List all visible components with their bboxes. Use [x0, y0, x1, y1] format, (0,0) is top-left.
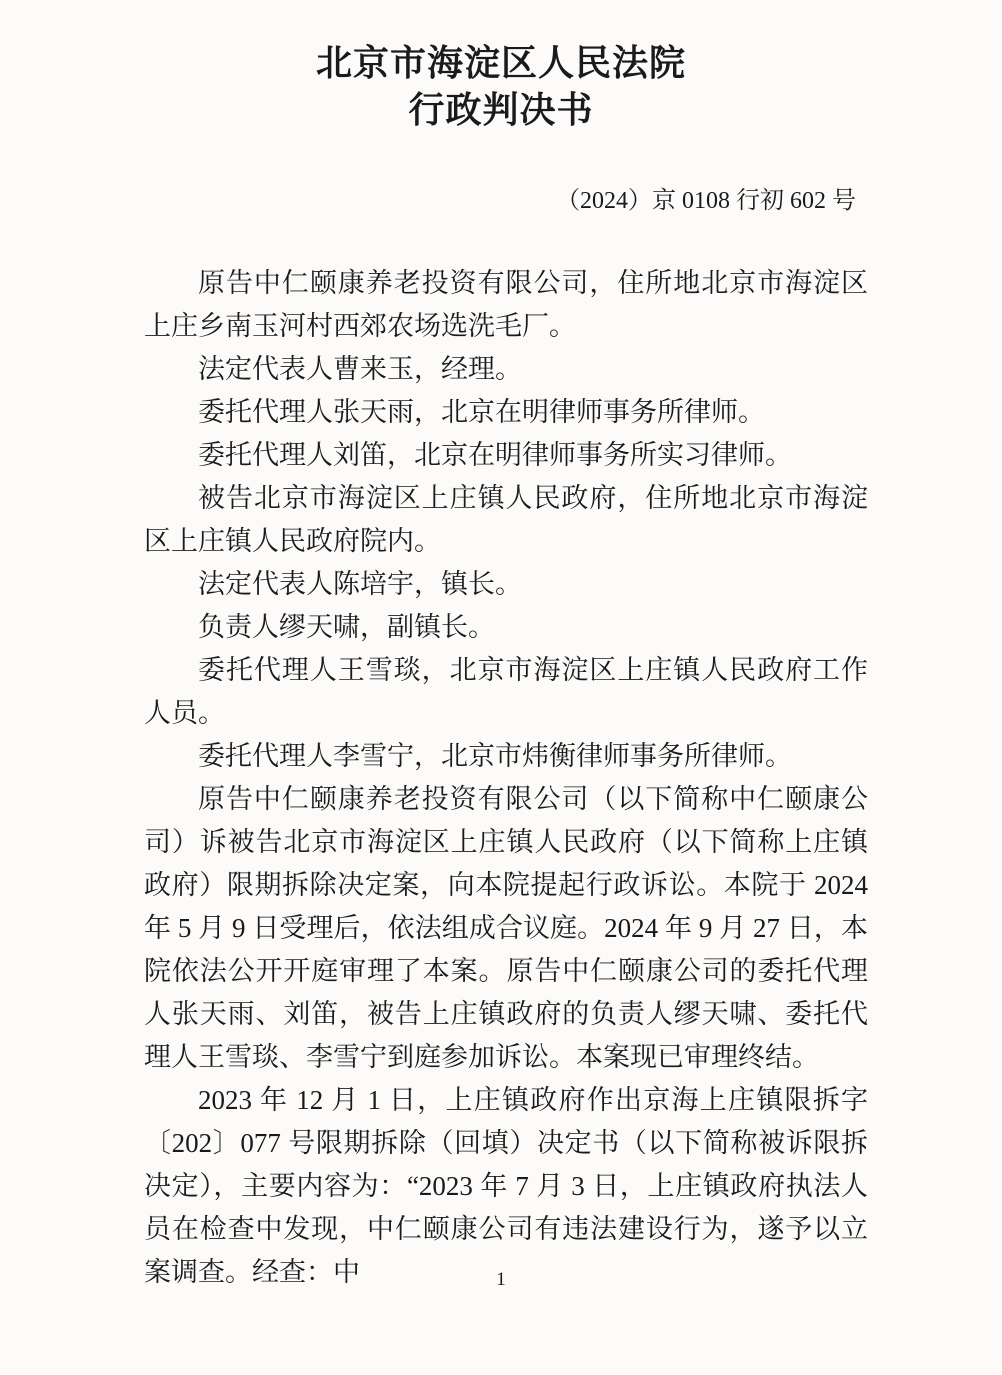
- document-title: 行政判决书: [408, 89, 594, 130]
- court-name: 北京市海淀区人民法院: [315, 43, 686, 83]
- paragraph-legal-representative-plaintiff: 法定代表人曹来玉，经理。: [198, 353, 522, 384]
- paragraph-responsible-person: 负责人缪天啸，副镇长。: [198, 611, 495, 642]
- paragraph-case-summary: 原告中仁颐康养老投资有限公司（以下简称中仁颐康公司）诉被告北京市海淀区上庄镇人民政府（以下简称上庄镇政府）限期拆除决定案，向本院提起行政诉讼。本院于 2024 年 5 月 9 日受理后，依法组成合议庭。2024 年 9 月 27 日，本院依法公开开庭审理了本案。原告中仁颐康公司的委托代理人张天雨、刘笛，被告上庄镇政府的负责人缪天啸、委托代理人王雪琰、李雪宁到庭参加诉讼。本案现已审理终结。: [144, 783, 868, 1072]
- document-header: [0, 0, 1002, 134]
- paragraph-plaintiff: 原告中仁颐康养老投资有限公司，住所地北京市海淀区上庄乡南玉河村西郊农场选洗毛厂。: [144, 267, 868, 341]
- paragraph-agent-3: 委托代理人王雪琰，北京市海淀区上庄镇人民政府工作人员。: [144, 654, 868, 728]
- paragraph-agent-2: 委托代理人刘笛，北京在明律师事务所实习律师。: [198, 439, 792, 470]
- paragraph-legal-representative-defendant: 法定代表人陈培宇，镇长。: [198, 568, 522, 599]
- paragraph-decision-background: 2023 年 12 月 1 日，上庄镇政府作出京海上庄镇限拆字〔202〕077 号限期拆除（回填）决定书（以下简称被诉限拆决定），主要内容为：“2023 年 7 月 3 日，上庄镇政府执法人员在检查中发现，中仁颐康公司有违法建设行为，遂予以立案调查。经查：中: [144, 1084, 868, 1287]
- paragraph-agent-1: 委托代理人张天雨，北京在明律师事务所律师。: [198, 396, 765, 427]
- case-number: （2024）京 0108 行初 602 号: [556, 187, 856, 214]
- paragraph-defendant: 被告北京市海淀区上庄镇人民政府，住所地北京市海淀区上庄镇人民政府院内。: [144, 482, 868, 556]
- page-footer: [0, 1270, 1002, 1289]
- page-number: 1: [496, 1269, 506, 1290]
- paragraph-agent-4: 委托代理人李雪宁，北京市炜衡律师事务所律师。: [198, 740, 792, 771]
- document-body: [144, 262, 868, 1294]
